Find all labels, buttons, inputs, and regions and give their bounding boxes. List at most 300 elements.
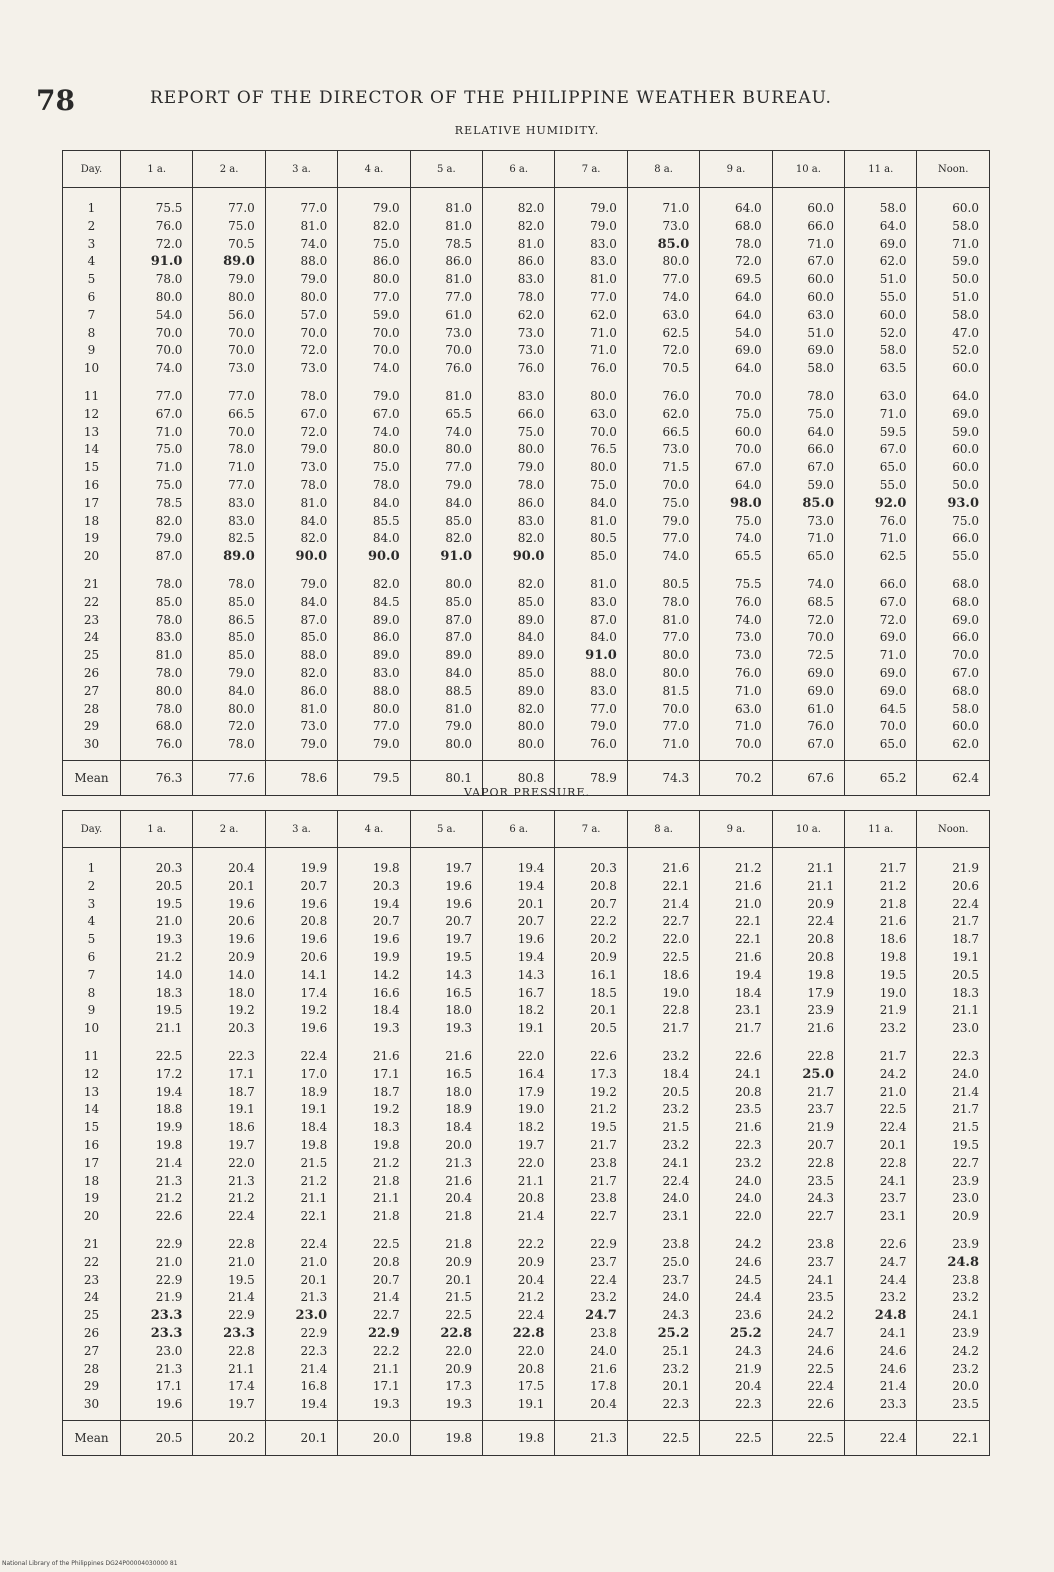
value-cell: 75.0 [917,513,990,531]
vapor-pressure-title: VAPOR PRESSURE. [463,786,590,799]
value-cell: 14.2 [338,967,410,985]
value-cell: 77.0 [338,718,410,736]
header-day: Day. [63,811,121,848]
value-cell: 86.0 [410,253,482,271]
value-cell: 70.0 [193,424,265,442]
value-cell: 18.7 [338,1084,410,1102]
value-cell: 21.5 [627,1119,699,1137]
day-group [63,378,990,566]
day-group [63,1038,990,1226]
value-cell: 17.3 [410,1378,482,1396]
value-cell: 20.8 [265,913,337,931]
value-cell: 66.5 [193,406,265,424]
value-cell: 21.7 [555,1137,627,1155]
value-cell: 19.6 [265,931,337,949]
value-cell: 62.0 [555,307,627,325]
value-cell: 87.0 [410,612,482,630]
mean-value: 67.6 [772,760,844,795]
value-cell: 23.2 [555,1289,627,1307]
value-cell: 21.1 [338,1190,410,1208]
value-cell: 83.0 [483,271,555,289]
value-cell: 19.5 [917,1137,990,1155]
day-cell: 4 [63,913,121,931]
value-cell: 20.7 [555,896,627,914]
value-cell: 86.0 [338,253,410,271]
value-cell: 21.0 [845,1084,917,1102]
running-head: REPORT OF THE DIRECTOR OF THE PHILIPPINE WEATHER BUREAU. [150,88,832,108]
value-cell: 19.7 [410,931,482,949]
value-cell: 23.8 [772,1226,844,1254]
value-cell: 18.3 [338,1119,410,1137]
value-cell: 70.0 [410,342,482,360]
value-cell: 25.2 [700,1325,772,1343]
table-row [63,1378,990,1396]
value-cell: 77.0 [555,289,627,307]
value-cell: 21.8 [338,1208,410,1226]
value-cell: 22.4 [627,1173,699,1191]
day-cell: 21 [63,1226,121,1254]
header-hour: Noon. [917,151,990,188]
value-cell: 55.0 [845,289,917,307]
value-cell: 67.0 [338,406,410,424]
table-row [63,548,990,566]
value-cell: 66.0 [917,629,990,647]
value-cell: 22.4 [193,1208,265,1226]
value-cell: 19.7 [193,1396,265,1420]
value-cell: 18.2 [483,1119,555,1137]
table-row [63,188,990,218]
value-cell: 73.0 [410,325,482,343]
value-cell: 60.0 [917,188,990,218]
value-cell: 80.0 [193,701,265,719]
value-cell: 72.0 [700,253,772,271]
value-cell: 78.0 [121,271,193,289]
value-cell: 21.2 [121,949,193,967]
value-cell: 22.4 [917,896,990,914]
value-cell: 70.5 [193,236,265,254]
value-cell: 72.5 [772,647,844,665]
value-cell: 18.0 [410,1002,482,1020]
value-cell: 85.0 [483,665,555,683]
value-cell: 70.5 [627,360,699,378]
value-cell: 75.0 [193,218,265,236]
value-cell: 19.2 [555,1084,627,1102]
value-cell: 81.0 [410,271,482,289]
value-cell: 23.8 [917,1272,990,1290]
day-cell: 21 [63,566,121,594]
value-cell: 88.0 [265,253,337,271]
value-cell: 90.0 [265,548,337,566]
value-cell: 85.0 [627,236,699,254]
value-cell: 89.0 [483,612,555,630]
value-cell: 19.5 [121,896,193,914]
value-cell: 21.7 [845,848,917,878]
value-cell: 73.0 [265,718,337,736]
value-cell: 71.0 [555,342,627,360]
value-cell: 23.5 [772,1289,844,1307]
value-cell: 71.0 [845,406,917,424]
value-cell: 22.9 [265,1325,337,1343]
value-cell: 20.1 [555,1002,627,1020]
value-cell: 76.0 [700,594,772,612]
value-cell: 70.0 [265,325,337,343]
value-cell: 21.6 [410,1038,482,1066]
value-cell: 84.0 [338,495,410,513]
value-cell: 78.0 [483,477,555,495]
day-cell: 10 [63,1020,121,1038]
value-cell: 19.9 [338,949,410,967]
value-cell: 81.0 [410,188,482,218]
value-cell: 84.5 [338,594,410,612]
day-cell: 15 [63,1119,121,1137]
value-cell: 72.0 [265,342,337,360]
header-hour: 6 a. [483,811,555,848]
table-row [63,406,990,424]
mean-value: 20.0 [338,1420,410,1455]
table-row [63,848,990,878]
value-cell: 18.0 [410,1084,482,1102]
value-cell: 21.2 [338,1155,410,1173]
day-cell: 12 [63,406,121,424]
value-cell: 20.7 [338,1272,410,1290]
value-cell: 66.0 [772,218,844,236]
mean-value: 22.5 [700,1420,772,1455]
value-cell: 21.6 [410,1173,482,1191]
value-cell: 72.0 [193,718,265,736]
value-cell: 82.0 [121,513,193,531]
value-cell: 20.3 [121,848,193,878]
value-cell: 57.0 [265,307,337,325]
table-row [63,1396,990,1420]
value-cell: 55.0 [845,477,917,495]
value-cell: 22.4 [845,1119,917,1137]
day-cell: 9 [63,342,121,360]
value-cell: 73.0 [627,441,699,459]
value-cell: 23.7 [845,1190,917,1208]
value-cell: 18.6 [845,931,917,949]
value-cell: 23.9 [917,1173,990,1191]
value-cell: 78.0 [193,736,265,760]
value-cell: 24.1 [845,1173,917,1191]
day-cell: 19 [63,1190,121,1208]
value-cell: 77.0 [627,271,699,289]
value-cell: 82.0 [483,566,555,594]
value-cell: 22.1 [627,878,699,896]
value-cell: 74.0 [410,424,482,442]
value-cell: 20.5 [627,1084,699,1102]
day-cell: 25 [63,647,121,665]
value-cell: 71.0 [700,683,772,701]
value-cell: 24.0 [627,1190,699,1208]
value-cell: 24.6 [845,1361,917,1379]
value-cell: 22.8 [410,1325,482,1343]
value-cell: 19.4 [338,896,410,914]
value-cell: 21.2 [555,1101,627,1119]
value-cell: 24.1 [772,1272,844,1290]
value-cell: 22.6 [772,1396,844,1420]
table-row [63,513,990,531]
value-cell: 89.0 [338,647,410,665]
value-cell: 24.2 [700,1226,772,1254]
value-cell: 22.9 [338,1325,410,1343]
mean-value: 76.3 [121,760,193,795]
table-row [63,1226,990,1254]
value-cell: 89.0 [483,683,555,701]
value-cell: 19.6 [338,931,410,949]
value-cell: 17.2 [121,1066,193,1084]
value-cell: 84.0 [410,665,482,683]
day-cell: 29 [63,718,121,736]
value-cell: 23.6 [700,1307,772,1325]
value-cell: 76.0 [845,513,917,531]
value-cell: 60.0 [772,271,844,289]
table-row [63,218,990,236]
value-cell: 84.0 [265,594,337,612]
value-cell: 80.0 [410,566,482,594]
table-row [63,718,990,736]
value-cell: 64.5 [845,701,917,719]
value-cell: 21.3 [265,1289,337,1307]
table-row [63,289,990,307]
value-cell: 19.1 [483,1396,555,1420]
value-cell: 80.0 [410,736,482,760]
value-cell: 47.0 [917,325,990,343]
value-cell: 17.9 [483,1084,555,1102]
value-cell: 81.0 [265,495,337,513]
value-cell: 69.0 [845,683,917,701]
header-hour: 5 a. [410,151,482,188]
table-row [63,1137,990,1155]
table-row [63,424,990,442]
value-cell: 18.7 [917,931,990,949]
value-cell: 21.4 [193,1289,265,1307]
table-row [63,530,990,548]
value-cell: 72.0 [845,612,917,630]
value-cell: 77.0 [265,188,337,218]
value-cell: 79.0 [265,271,337,289]
header-hour: 3 a. [265,151,337,188]
value-cell: 25.2 [627,1325,699,1343]
value-cell: 77.0 [555,701,627,719]
value-cell: 21.7 [917,913,990,931]
value-cell: 22.0 [627,931,699,949]
mean-value: 79.5 [338,760,410,795]
mean-label: Mean [63,760,121,795]
value-cell: 50.0 [917,477,990,495]
value-cell: 19.5 [410,949,482,967]
value-cell: 66.0 [772,441,844,459]
value-cell: 67.0 [772,459,844,477]
value-cell: 78.0 [483,289,555,307]
value-cell: 24.6 [845,1343,917,1361]
value-cell: 78.0 [265,477,337,495]
footer-note: National Library of the Philippines DG24P00004030000 81 [2,1560,178,1567]
value-cell: 20.8 [772,931,844,949]
value-cell: 83.0 [193,513,265,531]
value-cell: 62.0 [627,406,699,424]
value-cell: 21.4 [627,896,699,914]
value-cell: 73.0 [265,360,337,378]
value-cell: 21.0 [700,896,772,914]
value-cell: 89.0 [193,253,265,271]
value-cell: 20.9 [772,896,844,914]
value-cell: 23.8 [627,1226,699,1254]
table-row [63,342,990,360]
value-cell: 20.5 [121,878,193,896]
day-cell: 14 [63,1101,121,1119]
value-cell: 23.2 [627,1038,699,1066]
value-cell: 20.7 [483,913,555,931]
value-cell: 69.0 [772,342,844,360]
value-cell: 74.0 [338,424,410,442]
value-cell: 20.4 [555,1396,627,1420]
value-cell: 20.9 [917,1208,990,1226]
value-cell: 80.0 [193,289,265,307]
value-cell: 21.9 [845,1002,917,1020]
value-cell: 64.0 [700,188,772,218]
value-cell: 22.7 [627,913,699,931]
value-cell: 22.2 [338,1343,410,1361]
value-cell: 78.0 [121,665,193,683]
header-hour: 2 a. [193,151,265,188]
day-cell: 19 [63,530,121,548]
value-cell: 80.0 [555,459,627,477]
value-cell: 74.0 [700,530,772,548]
value-cell: 24.1 [700,1066,772,1084]
value-cell: 73.0 [627,218,699,236]
value-cell: 60.0 [917,459,990,477]
value-cell: 21.6 [700,1119,772,1137]
value-cell: 60.0 [772,289,844,307]
value-cell: 23.5 [917,1396,990,1420]
day-cell: 27 [63,683,121,701]
value-cell: 19.3 [121,931,193,949]
value-cell: 69.0 [917,406,990,424]
header-hour: 7 a. [555,811,627,848]
table-row [63,325,990,343]
value-cell: 22.3 [700,1137,772,1155]
table-row [63,612,990,630]
value-cell: 18.7 [193,1084,265,1102]
value-cell: 21.6 [772,1020,844,1038]
value-cell: 20.8 [772,949,844,967]
value-cell: 22.0 [193,1155,265,1173]
value-cell: 19.5 [555,1119,627,1137]
value-cell: 23.2 [917,1289,990,1307]
value-cell: 81.0 [265,218,337,236]
value-cell: 82.0 [483,530,555,548]
value-cell: 24.7 [772,1325,844,1343]
day-group [63,188,990,378]
value-cell: 22.5 [121,1038,193,1066]
day-cell: 22 [63,594,121,612]
value-cell: 71.0 [193,459,265,477]
header-hour: 9 a. [700,811,772,848]
value-cell: 24.2 [917,1343,990,1361]
value-cell: 89.0 [193,548,265,566]
value-cell: 21.2 [700,848,772,878]
value-cell: 79.0 [410,718,482,736]
value-cell: 22.5 [845,1101,917,1119]
value-cell: 20.1 [483,896,555,914]
value-cell: 60.0 [700,424,772,442]
value-cell: 22.7 [772,1208,844,1226]
value-cell: 82.0 [265,530,337,548]
day-cell: 28 [63,701,121,719]
header-day: Day. [63,151,121,188]
value-cell: 22.0 [483,1155,555,1173]
value-cell: 22.3 [917,1038,990,1066]
value-cell: 24.1 [845,1325,917,1343]
value-cell: 70.0 [193,342,265,360]
value-cell: 72.0 [265,424,337,442]
value-cell: 24.0 [700,1173,772,1191]
value-cell: 65.5 [410,406,482,424]
value-cell: 20.8 [483,1190,555,1208]
value-cell: 85.0 [772,495,844,513]
value-cell: 19.7 [410,848,482,878]
value-cell: 76.0 [483,360,555,378]
value-cell: 21.5 [917,1119,990,1137]
value-cell: 78.0 [121,566,193,594]
day-cell: 17 [63,1155,121,1173]
value-cell: 19.9 [265,848,337,878]
value-cell: 70.0 [121,325,193,343]
value-cell: 62.0 [845,253,917,271]
value-cell: 22.3 [627,1396,699,1420]
value-cell: 23.0 [917,1020,990,1038]
value-cell: 20.0 [410,1137,482,1155]
value-cell: 22.0 [483,1343,555,1361]
value-cell: 24.1 [627,1155,699,1173]
value-cell: 79.0 [555,218,627,236]
value-cell: 20.6 [265,949,337,967]
value-cell: 65.5 [700,548,772,566]
value-cell: 79.0 [338,378,410,406]
value-cell: 73.0 [700,647,772,665]
value-cell: 83.0 [555,594,627,612]
value-cell: 19.3 [338,1020,410,1038]
value-cell: 20.5 [917,967,990,985]
value-cell: 22.7 [917,1155,990,1173]
day-cell: 16 [63,1137,121,1155]
value-cell: 23.0 [121,1343,193,1361]
value-cell: 75.0 [772,406,844,424]
day-cell: 13 [63,1084,121,1102]
value-cell: 23.0 [265,1307,337,1325]
day-cell: 2 [63,878,121,896]
value-cell: 75.0 [483,424,555,442]
value-cell: 24.4 [845,1272,917,1290]
value-cell: 71.0 [700,718,772,736]
value-cell: 20.0 [917,1378,990,1396]
value-cell: 83.0 [555,683,627,701]
day-cell: 26 [63,665,121,683]
mean-value: 20.5 [121,1420,193,1455]
value-cell: 22.8 [193,1226,265,1254]
value-cell: 68.0 [917,683,990,701]
value-cell: 19.6 [121,1396,193,1420]
value-cell: 73.0 [193,360,265,378]
value-cell: 85.0 [193,647,265,665]
value-cell: 18.4 [700,985,772,1003]
mean-value: 22.4 [845,1420,917,1455]
table-row [63,736,990,760]
day-cell: 30 [63,1396,121,1420]
value-cell: 82.0 [483,188,555,218]
value-cell: 52.0 [845,325,917,343]
value-cell: 62.5 [845,548,917,566]
